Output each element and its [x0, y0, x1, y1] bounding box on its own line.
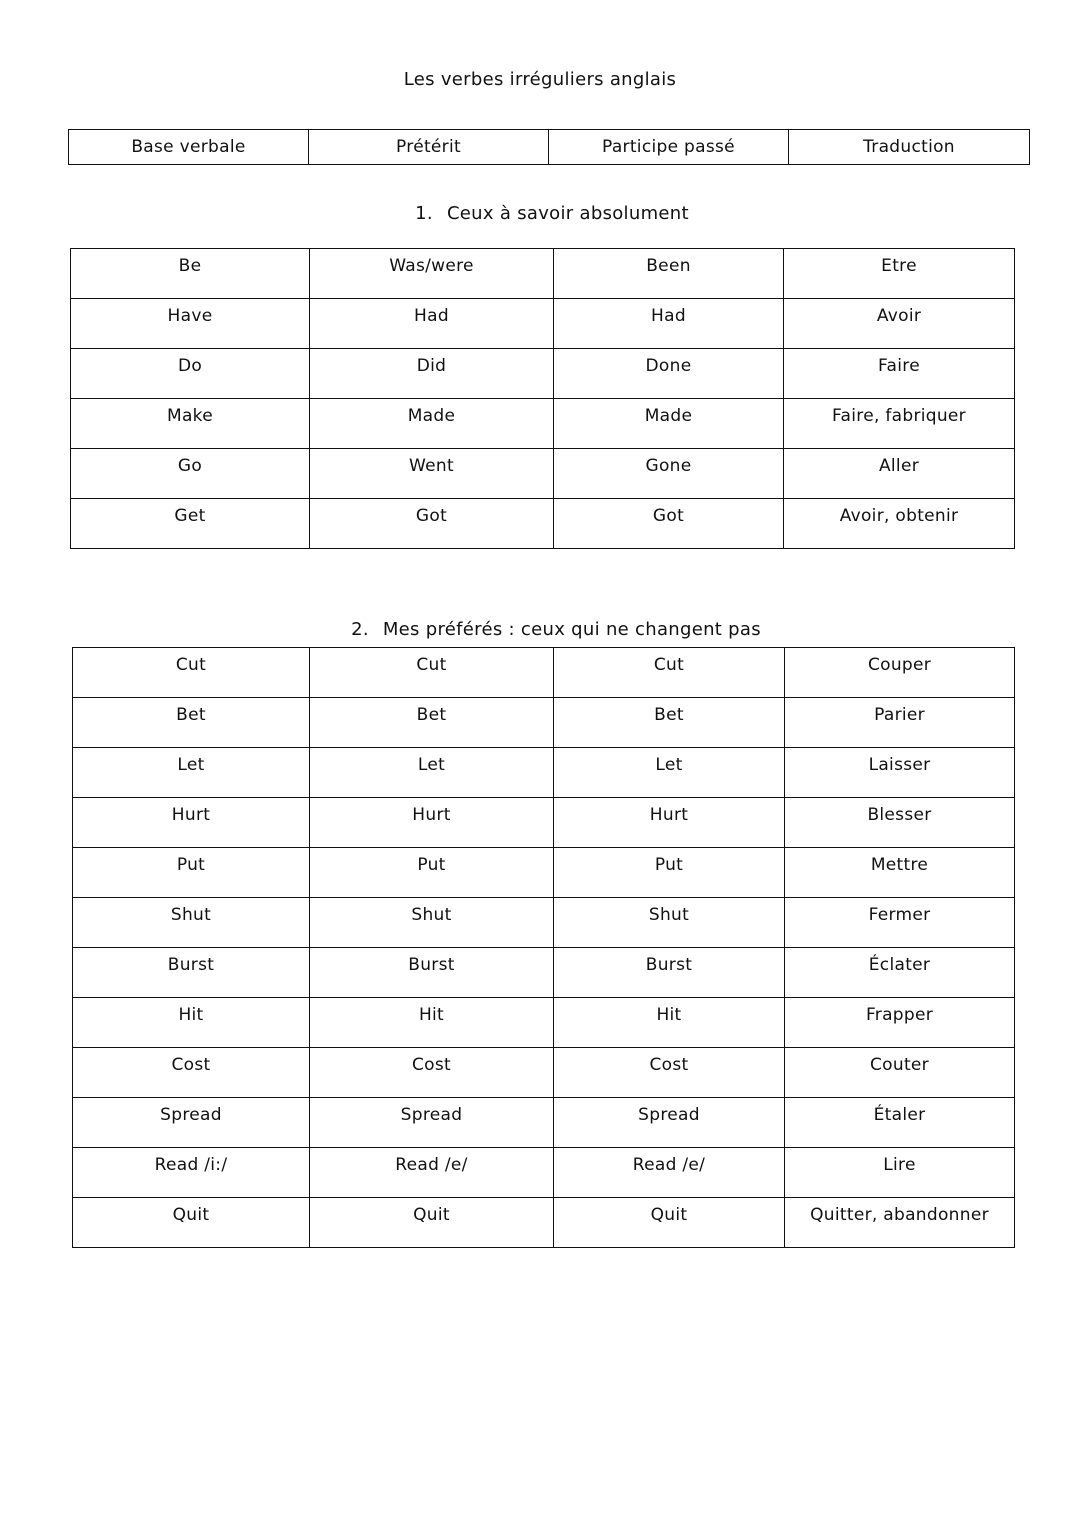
cell-preterit: Bet — [310, 698, 554, 748]
cell-traduction: Avoir — [784, 299, 1015, 349]
section-1-title — [12, 203, 1080, 224]
cell-base: Spread — [73, 1098, 310, 1148]
table-row — [73, 848, 1015, 898]
verb-table-2 — [72, 647, 1015, 1248]
table-row — [73, 898, 1015, 948]
section-2-title-text: Mes préférés : ceux qui ne changent pas — [382, 619, 761, 640]
cell-base: Do — [71, 349, 310, 399]
cell-preterit: Did — [310, 349, 554, 399]
cell-participe: Done — [554, 349, 784, 399]
cell-base: Go — [71, 449, 310, 499]
table-row — [73, 1198, 1015, 1248]
section-1-title-text: Ceux à savoir absolument — [446, 203, 689, 224]
cell-base: Hurt — [73, 798, 310, 848]
table-row — [73, 1048, 1015, 1098]
header-cell-traduction: Traduction — [789, 130, 1030, 165]
header-cell-participe: Participe passé — [549, 130, 789, 165]
cell-base: Make — [71, 399, 310, 449]
table-row — [71, 399, 1015, 449]
cell-traduction: Quitter, abandonner — [785, 1198, 1015, 1248]
cell-participe: Let — [554, 748, 785, 798]
cell-traduction: Faire, fabriquer — [784, 399, 1015, 449]
cell-participe: Had — [554, 299, 784, 349]
cell-traduction: Éclater — [785, 948, 1015, 998]
table-row — [73, 1098, 1015, 1148]
cell-participe: Cost — [554, 1048, 785, 1098]
page-title: Les verbes irréguliers anglais — [403, 69, 677, 90]
cell-traduction: Frapper — [785, 998, 1015, 1048]
cell-preterit: Made — [310, 399, 554, 449]
cell-traduction: Couter — [785, 1048, 1015, 1098]
table-row — [73, 698, 1015, 748]
table-row — [73, 798, 1015, 848]
cell-base: Have — [71, 299, 310, 349]
table-row — [71, 349, 1015, 399]
cell-traduction: Lire — [785, 1148, 1015, 1198]
header-cell-base: Base verbale — [69, 130, 309, 165]
cell-traduction: Fermer — [785, 898, 1015, 948]
cell-preterit: Got — [310, 499, 554, 549]
table-row — [73, 748, 1015, 798]
cell-participe: Hit — [554, 998, 785, 1048]
cell-base: Get — [71, 499, 310, 549]
cell-participe: Hurt — [554, 798, 785, 848]
cell-preterit: Spread — [310, 1098, 554, 1148]
verb-table-1 — [70, 248, 1015, 549]
cell-preterit: Cut — [310, 648, 554, 698]
cell-base: Burst — [73, 948, 310, 998]
cell-base: Be — [71, 249, 310, 299]
table-row — [73, 1148, 1015, 1198]
cell-participe: Gone — [554, 449, 784, 499]
table-row — [71, 249, 1015, 299]
cell-participe: Quit — [554, 1198, 785, 1248]
cell-traduction: Blesser — [785, 798, 1015, 848]
cell-preterit: Read /e/ — [310, 1148, 554, 1198]
section-2-title — [16, 619, 1080, 640]
cell-base: Put — [73, 848, 310, 898]
table-row — [73, 998, 1015, 1048]
cell-traduction: Faire — [784, 349, 1015, 399]
section-1-number: 1. — [415, 203, 433, 224]
cell-traduction: Couper — [785, 648, 1015, 698]
header-row — [69, 130, 1030, 165]
cell-preterit: Let — [310, 748, 554, 798]
table-row — [71, 499, 1015, 549]
cell-preterit: Was/were — [310, 249, 554, 299]
cell-participe: Bet — [554, 698, 785, 748]
cell-preterit: Hurt — [310, 798, 554, 848]
table-row — [73, 948, 1015, 998]
cell-base: Let — [73, 748, 310, 798]
cell-preterit: Hit — [310, 998, 554, 1048]
cell-participe: Shut — [554, 898, 785, 948]
cell-participe: Been — [554, 249, 784, 299]
cell-preterit: Cost — [310, 1048, 554, 1098]
cell-preterit: Shut — [310, 898, 554, 948]
header-table — [68, 129, 1030, 165]
cell-preterit: Burst — [310, 948, 554, 998]
cell-participe: Burst — [554, 948, 785, 998]
cell-participe: Spread — [554, 1098, 785, 1148]
section-2-number: 2. — [351, 619, 369, 640]
cell-base: Hit — [73, 998, 310, 1048]
cell-traduction: Avoir, obtenir — [784, 499, 1015, 549]
cell-traduction: Mettre — [785, 848, 1015, 898]
table-row — [71, 449, 1015, 499]
cell-traduction: Etre — [784, 249, 1015, 299]
cell-preterit: Went — [310, 449, 554, 499]
cell-preterit: Quit — [310, 1198, 554, 1248]
cell-traduction: Laisser — [785, 748, 1015, 798]
cell-participe: Cut — [554, 648, 785, 698]
cell-base: Shut — [73, 898, 310, 948]
header-cell-preterit: Prétérit — [309, 130, 549, 165]
cell-participe: Made — [554, 399, 784, 449]
cell-preterit: Had — [310, 299, 554, 349]
cell-preterit: Put — [310, 848, 554, 898]
cell-base: Bet — [73, 698, 310, 748]
cell-base: Cost — [73, 1048, 310, 1098]
cell-participe: Got — [554, 499, 784, 549]
cell-participe: Put — [554, 848, 785, 898]
cell-base: Cut — [73, 648, 310, 698]
cell-base: Quit — [73, 1198, 310, 1248]
cell-traduction: Étaler — [785, 1098, 1015, 1148]
cell-traduction: Parier — [785, 698, 1015, 748]
cell-traduction: Aller — [784, 449, 1015, 499]
table-row — [73, 648, 1015, 698]
table-row — [71, 299, 1015, 349]
cell-base: Read /i:/ — [73, 1148, 310, 1198]
cell-participe: Read /e/ — [554, 1148, 785, 1198]
